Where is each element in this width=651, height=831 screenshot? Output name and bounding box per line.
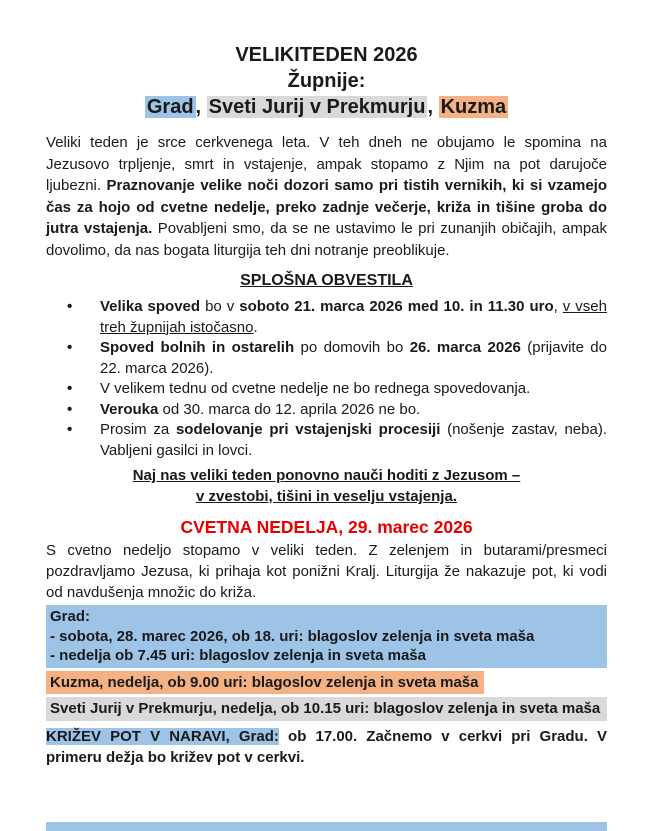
schedule-line-grad-label: Grad: [50, 608, 91, 625]
text-segment: 26. marca 2026 [409, 339, 521, 356]
general-notices-list [46, 297, 607, 461]
text-segment: KRIŽEV POT V NARAVI, Grad: [46, 727, 279, 745]
page-title: VELIKITEDEN 2026 [235, 44, 418, 66]
text-segment: Sveti Jurij v Prekmurju [208, 96, 426, 118]
palm-sunday-intro [46, 540, 607, 603]
list-item [100, 420, 607, 461]
text-segment: , [427, 96, 439, 118]
text-segment: . [253, 318, 258, 336]
text-segment: , [553, 298, 563, 315]
stations-of-cross-paragraph [46, 726, 607, 768]
list-item [100, 400, 607, 421]
text-segment: v vseh treh župnijah istočasno [100, 298, 607, 336]
text-segment: bo v [200, 298, 240, 315]
list-item [100, 338, 607, 379]
text-segment: V velikem tednu od cvetne nedelje ne bo rednega spovedovanja. [100, 380, 531, 397]
text-segment: od 30. marca do 12. aprila 2026 ne bo. [158, 400, 421, 418]
text-segment: po domovih bo [294, 339, 410, 356]
parish-names [46, 94, 607, 120]
text-segment: Velika spoved [100, 298, 201, 315]
motto-line-1: Naj nas veliki teden ponovno nauči hoditi z Jezusom – [132, 467, 521, 484]
text-segment: Praznovanje velike noči dozori samo pri tistih vernikih, ki si vzamejo čas za hojo od cvetne nedelje, preko zadnje večerje, križa in tišine groba do jutra vstajenja. [46, 177, 608, 237]
sveti-jurij-schedule-block: Sveti Jurij v Prekmurju, nedelja, ob 10.15 uri: blagoslov zelenja in sveta maša [46, 697, 607, 721]
motto [46, 465, 607, 507]
intro-paragraph [46, 132, 607, 261]
text-segment: (nošenje zastav, neba). Vabljeni gasilci in lovci. [100, 421, 607, 459]
next-section-highlight-cutoff [46, 822, 607, 831]
grad-schedule-block [46, 605, 607, 668]
text-segment: (prijavite do 22. marca 2026). [100, 339, 607, 377]
text-segment: Veliki teden je srce cerkvenega leta. V teh dneh ne obujamo le spomina na Jezusovo trpljenje, smrt in vstajenje, ampak stopamo z Njim na pot darujoče ljubezni. [46, 134, 607, 194]
schedule-line-grad-sunday: - nedelja ob 7.45 uri: blagoslov zelenja in sveta maša [50, 647, 426, 664]
motto-line-2: v zvestobi, tišini in veselju vstajenja. [196, 488, 457, 505]
page-subtitle: Župnije: [287, 70, 366, 92]
kuzma-schedule-line: Kuzma, nedelja, ob 9.00 uri: blagoslov zelenja in sveta maša [46, 671, 484, 695]
text-segment: Kuzma [440, 96, 507, 118]
text-segment: sodelovanje pri vstajenjski procesiji [175, 421, 441, 438]
text-segment: Verouka [100, 400, 159, 418]
text-segment: Prosim za [100, 421, 176, 438]
list-item [100, 297, 607, 338]
text-segment: Grad [146, 96, 194, 118]
list-item [100, 379, 607, 400]
text-segment: soboto 21. marca 2026 med 10. in 11.30 uro [239, 298, 554, 315]
schedule-line-grad-saturday: - sobota, 28. marec 2026, ob 18. uri: blagoslov zelenja in sveta maša [50, 627, 535, 645]
general-notices-heading: SPLOŠNA OBVESTILA [240, 272, 413, 289]
text-segment: S cvetno nedeljo stopamo v veliki teden. Z zelenjem in butarami/presmeci pozdravljamo Jezusa, ki prihaja kot ponižni Kralj. Liturgija že nakazuje pot, ki vodi od navdušenja množic do križa. [46, 542, 607, 601]
text-segment: ob 17.00. Začnemo v cerkvi pri Gradu. V primeru dežja bo križev pot v cerkvi. [46, 727, 608, 766]
text-segment: , [195, 96, 207, 118]
text-segment: Spoved bolnih in ostarelih [100, 339, 295, 356]
palm-sunday-heading: CVETNA NEDELJA, 29. marec 2026 [180, 517, 473, 537]
text-segment: Povabljeni smo, da se ne ustavimo le pri zunanjih običajih, ampak dovolimo, da nas bogata liturgija teh dni notranje preoblikuje. [46, 220, 608, 259]
